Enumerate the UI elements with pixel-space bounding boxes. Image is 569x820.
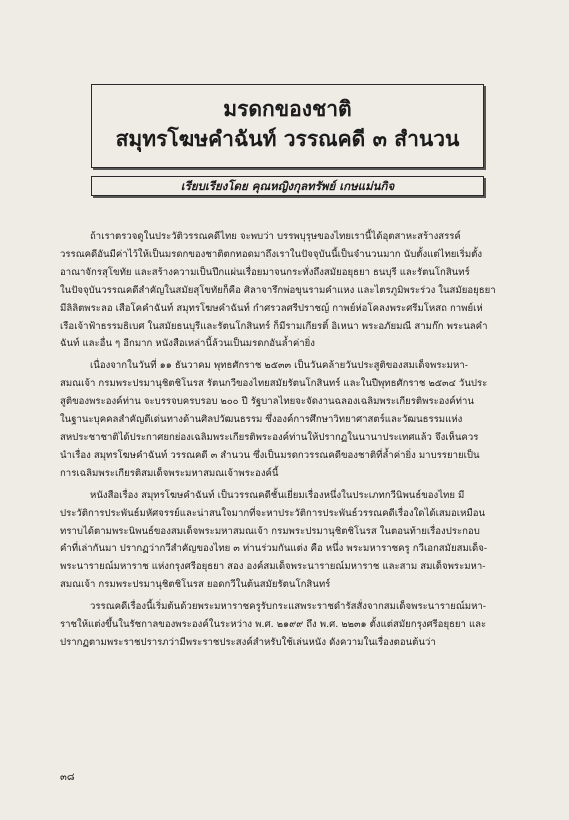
paragraph-line: ในฐานะบุคคลสำคัญดีเด่นทางด้านศิลปวัฒนธรรม ซึ่งองค์การศึกษาวิทยาศาสตร์และวัฒนธรรมแห่ง — [60, 414, 463, 426]
paragraph-line: ประวัติการประพันธ์มหัศจรรย์และน่าสนใจมากที่จะหาประวัติการประพันธ์วรรณคดีเรื่องใดได้เสมอเหมือน — [60, 507, 486, 519]
paragraph-line: สูติของพระองค์ท่าน จะบรรจบครบรอบ ๒๐๐ ปี รัฐบาลไทยจะจัดงานฉลองเฉลิมพระเกียรติพระองค์ท่าน — [60, 396, 474, 408]
title-line-2: สมุทรโฆษคำฉันท์ วรรณคดี ๓ สำนวน — [115, 126, 460, 151]
body-text — [60, 228, 518, 652]
paragraph-2 — [60, 357, 518, 482]
paragraph-line: วรรณคดีเรื่องนี้เริ่มต้นด้วยพระมหาราชครูรับกระแสพระราชดำรัสสั่งจากสมเด็จพระนารายณ์มหา- — [90, 601, 487, 613]
paragraph-line: สหประชาชาติได้ประกาศยกย่องเฉลิมพระเกียรติพระองค์ท่านให้ปรากฏในนานาประเทศแล้ว จึงเห็นควร — [60, 431, 479, 443]
title-line-1: มรดกของชาติ — [223, 96, 352, 121]
page-number: ๓๘ — [60, 772, 75, 783]
paragraph-line: เนื่องจากในวันที่ ๑๑ ธันวาคม พุทธศักราช ๒๕๓๓ เป็นวันคล้ายวันประสูติของสมเด็จพระมหา- — [90, 360, 468, 372]
paragraph-line: ปรากฏตามพระราชปรารภว่ามีพระราชประสงค์สำหรับใช้เล่นหนัง ดังความในเรื่องตอนต้นว่า — [60, 636, 436, 648]
paragraph-line: คำที่เล่ากันมา ปรากฏว่ากวีสำคัญของไทย ๓ ท่านร่วมกันแต่ง คือ หนึ่ง พระมหาราชครู กวีเอกสมัยสมเด็จ- — [60, 543, 488, 555]
paragraph-line: พระนารายณ์มหาราช แห่งกรุงศรีอยุธยา สอง องค์สมเด็จพระนารายณ์มหาราช และสาม สมเด็จพระมหา- — [60, 561, 486, 573]
paragraph-line: ถ้าเราตรวจดูในประวัติวรรณคดีไทย จะพบว่า บรรพบุรุษของไทยเรานี้ได้อุตสาหะสร้างสรรค์ — [90, 231, 461, 242]
paragraph-line: วรรณคดีอันมีค่าไว้ให้เป็นมรดกของชาติตกทอดมาถึงเราในปัจจุบันนี้เป็นจำนวนมาก นับตั้งแต่ไทยเริ่มตั้ง — [60, 248, 483, 260]
paragraph-1 — [60, 228, 518, 353]
paragraph-line: ราชให้แต่งขึ้นในรัชกาลของพระองค์ในระหว่าง พ.ศ. ๒๑๙๙ ถึง พ.ศ. ๒๒๓๑ ตั้งแต่สมัยกรุงศรีอยุธยา และ — [60, 619, 487, 631]
paragraph-line: ในปัจจุบันวรรณคดีสำคัญในสมัยสุโขทัยก็คือ ศิลาจารึกพ่อขุนรามคำแหง และไตรภูมิพระร่วง ในสมัยอยุธยา — [60, 284, 496, 296]
paragraph-line: มีลิลิตพระลอ เสือโคคำฉันท์ สมุทรโฆษคำฉันท์ กำศรวลศรีปราชญ์ กาพย์ห่อโคลงพระศรีมโหสถ กาพย์เห่ — [60, 302, 483, 314]
paragraph-line: หนังสือเรื่อง สมุทรโฆษคำฉันท์ เป็นวรรณคดีชั้นเยี่ยมเรื่องหนึ่งในประเภทกวีนิพนธ์ของไทย มี — [90, 489, 465, 501]
paragraph-line: สมณเจ้า กรมพระปรมานุชิตชิโนรส ยอดกวีในต้นสมัยรัตนโกสินทร์ — [60, 579, 331, 591]
paragraph-3 — [60, 487, 518, 594]
paragraph-line: ฉันท์ และอื่น ๆ อีกมาก หนังสือเหล่านี้ล้วนเป็นมรดกอันล้ำค่ายิ่ง — [60, 338, 315, 350]
paragraph-4 — [60, 598, 518, 652]
paragraph-line: เรือเจ้าฟ้าธรรมธิเบศ ในสมัยธนบุรีและรัตนโกสินทร์ ก็มีรามเกียรติ์ อิเหนา พระอภัยมณี สามก๊ก พระนลคำ — [60, 320, 488, 332]
paragraph-line: การเฉลิมพระเกียรติสมเด็จพระมหาสมณเจ้าพระองค์นี้ — [60, 467, 279, 479]
paragraph-line: ทราบได้ตามพระนิพนธ์ของสมเด็จพระมหาสมณเจ้า กรมพระปรมานุชิตชิโนรส ในตอนท้ายเรื่องประกอบ — [60, 525, 480, 537]
author-byline: เรียบเรียงโดย คุณหญิงกุลทรัพย์ เกษแม่นกิจ — [91, 176, 484, 196]
paragraph-line: นำเรื่อง สมุทรโฆษคำฉันท์ วรรณคดี ๓ สำนวน ซึ่งเป็นมรดกวรรณคดีของชาติที่ล้ำค่ายิ่ง มาบรรยายเป็น — [60, 449, 480, 461]
paragraph-line: สมณเจ้า กรมพระปรมานุชิตชิโนรส รัตนกวีของไทยสมัยรัตนโกสินทร์ และในปีพุทธศักราช ๒๕๓๔ วันประ — [60, 378, 488, 390]
paragraph-line: อาณาจักรสุโขทัย และสร้างความเป็นปึกแผ่นเรื่อยมาจนกระทั่งถึงสมัยอยุธยา ธนบุรี และรัตนโกสินทร์ — [60, 266, 470, 278]
title-box — [91, 84, 484, 168]
